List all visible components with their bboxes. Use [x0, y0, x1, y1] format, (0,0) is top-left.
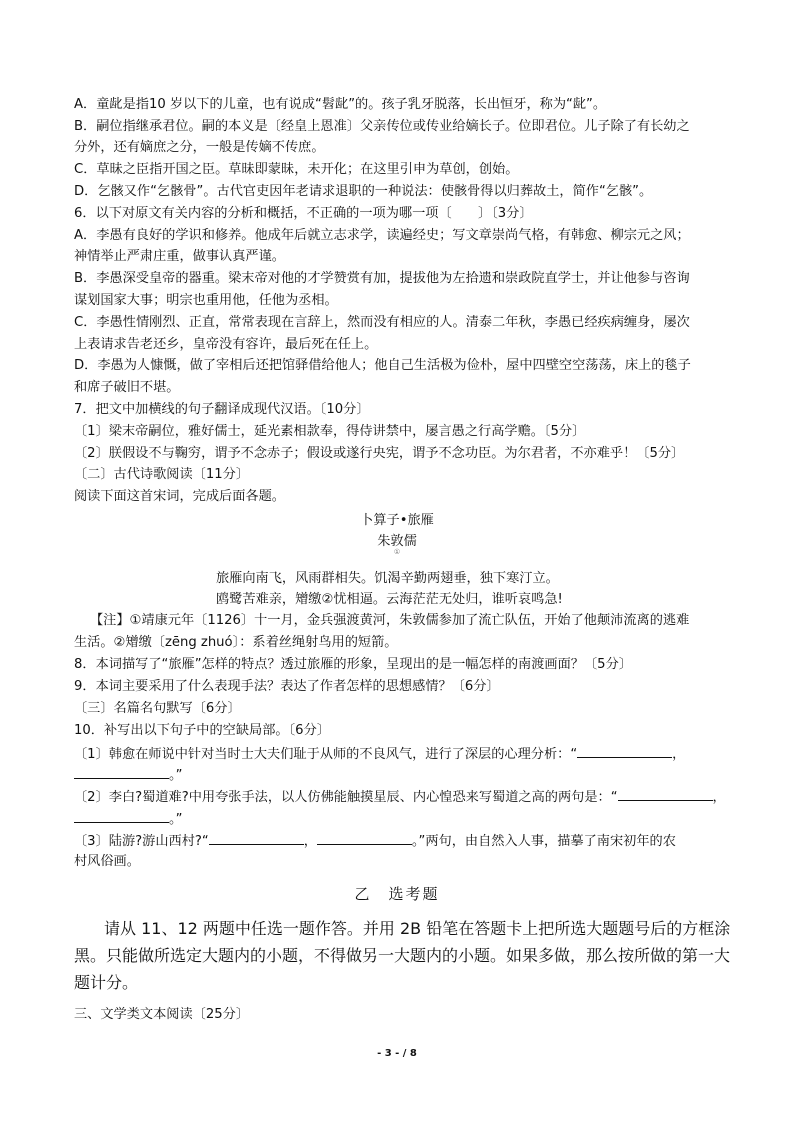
elective-instructions-1: 请从 11、12 两题中任选一题作答。并用 2B 铅笔在答题卡上把所选大题题号后的方框涂 [104, 919, 731, 938]
q6-option-d-cont: 和席子破旧不堪。 [74, 380, 180, 395]
section-poetry-heading: 〔二〕古代诗歌阅读〔11分〕 [74, 467, 250, 482]
q10-item-3-blank-2[interactable] [317, 831, 412, 845]
q10-item-2-text: 〔2〕李白?蜀道难?中用夸张手法，以人仿佛能触摸星辰、内心惶恐来写蜀道之高的两句是：“ [74, 790, 618, 805]
q7-item-2: 〔2〕朕假设不与鞠穷，谓予不念赤子；假设或遂行央宪，谓予不念功臣。为尔君者，不亦难乎！〔5分〕 [74, 446, 685, 461]
poem-footnote-mark: ① [393, 548, 401, 556]
poem-line-1: 旅雁向南飞，风雨群相失。饥渴辛勤两翅垂，独下寒汀立。 [216, 571, 559, 586]
section-recitation-heading: 〔三〕名篇名句默写〔6分〕 [74, 701, 241, 716]
q10-item-3 [74, 831, 676, 851]
option-b-line-cont: 分外，还有嫡庶之分，一般是传嫡不传庶。 [74, 140, 325, 155]
option-b-line: B．嗣位指继承君位。嗣的本义是〔经皇上恩准〕父亲传位或传业给嫡长子。位即君位。儿子除了有长幼之 [74, 119, 690, 134]
q6-option-d: D．李愚为人慷慨，做了宰相后还把馆驿借给他人；他自己生活极为俭朴，屋中四壁空空荡荡，床上的毯子 [74, 358, 691, 373]
q10-item-1-comma: ， [672, 747, 686, 762]
section-literature-heading: 三、文学类文本阅读〔25分〕 [74, 1007, 250, 1022]
q6-option-b: B．李愚深受皇帝的器重。梁末帝对他的才学赞赏有加，提拔他为左拾遗和崇政院直学士，并让他参与咨询 [74, 271, 690, 286]
q10-item-2-end: 。” [169, 812, 183, 827]
poem-title: 卜算子•旅雁 [360, 513, 434, 528]
elective-instructions-3: 题计分。 [74, 973, 139, 992]
option-d-line: D．乞骸又作“乞骸骨”。古代官吏因年老请求退职的一种说法：使骸骨得以归葬故土，简作“乞骸”。 [74, 184, 653, 199]
q6-option-c: C．李愚性情刚烈、正直，常常表现在言辞上，然而没有相应的人。清泰二年秋，李愚已经疾病缠身，屡次 [74, 315, 690, 330]
question-8: 8．本词描写了“旅雁”怎样的特点？透过旅雁的形象，呈现出的是一幅怎样的南渡画面？〔5分〕 [74, 657, 632, 672]
question-7: 7．把文中加横线的句子翻译成现代汉语。〔10分〕 [74, 402, 370, 417]
option-c-line: C．草昧之臣指开国之臣。草昧即蒙昧，未开化；在这里引申为草创，创始。 [74, 162, 519, 177]
q10-item-1 [74, 744, 685, 764]
q10-item-3-comma: ， [303, 834, 317, 849]
q10-item-3-end: 。”两句，由自然入人事，描摹了南宋初年的农 [411, 834, 676, 849]
q10-item-1-blank-2[interactable] [74, 765, 169, 779]
q6-option-b-cont: 谋划国家大事；明宗也重用他，任他为丞相。 [74, 293, 338, 308]
question-9: 9．本词主要采用了什么表现手法？表达了作者怎样的思想感情？〔6分〕 [74, 679, 500, 694]
poem-note-2: 生活。②矰缴〔zēng zhuó〕：系着丝绳射鸟用的短箭。 [74, 635, 398, 650]
q10-item-3-blank-1[interactable] [209, 831, 304, 845]
q10-item-3-text: 〔3〕陆游?游山西村?“ [74, 834, 209, 849]
q10-item-2-comma: ， [712, 790, 726, 805]
option-a-line: A．童龀是指10 岁以下的儿童，也有说成“髫龀”的。孩子乳牙脱落，长出恒牙，称为“龀”。 [74, 97, 607, 112]
poem-note-1: 【注】①靖康元年〔1126〕十一月，金兵强渡黄河，朱敦儒参加了流亡队伍，开始了他颠沛流离的逃难 [90, 613, 690, 628]
q10-item-2-cont [74, 809, 182, 829]
q10-item-1-end: 。” [169, 768, 183, 783]
q6-option-a-cont: 神情举止严肃庄重，做事认真严谨。 [74, 249, 285, 264]
q10-item-2-blank-2[interactable] [74, 809, 169, 823]
q10-item-2 [74, 787, 726, 807]
question-10: 10．补写出以下句子中的空缺局部。〔6分〕 [74, 723, 330, 738]
poem-line-2: 鸥鹭苦难亲，矰缴②忧相逼。云海茫茫无处归，谁听哀鸣急! [216, 592, 563, 607]
q6-option-c-cont: 上表请求告老还乡，皇帝没有容许，最后死在任上。 [74, 337, 378, 352]
poem-author: 朱敦儒 [377, 534, 417, 549]
q10-item-2-blank-1[interactable] [618, 787, 713, 801]
question-6: 6．以下对原文有关内容的分析和概括，不正确的一项为哪一项〔 〕〔3分〕 [74, 206, 533, 221]
elective-instructions-2: 黑。只能做所选定大题内的小题，不得做另一大题内的小题。如果多做，那么按所做的第一大 [74, 946, 731, 965]
q7-item-1: 〔1〕梁末帝嗣位，雅好儒士，延光素相款奉，得侍讲禁中，屡言愚之行高学赡。〔5分〕 [74, 424, 586, 439]
q10-item-1-blank-1[interactable] [577, 744, 672, 758]
section-elective-title: 乙 选考题 [354, 885, 440, 903]
poetry-instructions: 阅读下面这首宋词，完成后面各题。 [74, 489, 285, 504]
page-number: - 3 - / 8 [377, 1048, 417, 1059]
q10-item-1-cont [74, 765, 182, 785]
q6-option-a: A．李愚有良好的学识和修养。他成年后就立志求学，读遍经史；写文章崇尚气格，有韩愈、柳宗元之风； [74, 228, 690, 243]
q10-item-1-text: 〔1〕韩愈在师说中针对当时士大夫们耻于从师的不良风气，进行了深层的心理分析：“ [74, 747, 578, 762]
q10-item-3-cont: 村风俗画。 [74, 854, 140, 869]
